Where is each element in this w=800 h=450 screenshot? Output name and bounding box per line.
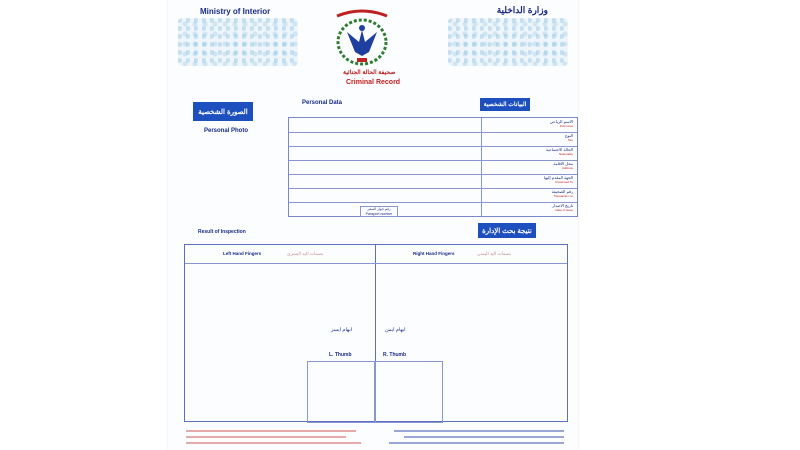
- row-label-ar: الجهة المقدم إليها: [544, 175, 573, 180]
- row-label-nationality: [485, 147, 573, 156]
- left-thumb-print-box: [307, 361, 375, 423]
- row-label-ar: رقم الصحيفة: [551, 189, 573, 194]
- form-title-ar: صحيفة الحالة الجنائية: [343, 70, 396, 76]
- fingerprints-box: [184, 244, 568, 422]
- footer-note-line-ar: [394, 430, 564, 432]
- left-hand-label-en: Left Hand Fingers: [223, 251, 262, 256]
- security-pattern-right: [448, 18, 568, 66]
- left-thumb-label-en: L. Thumb: [329, 352, 352, 358]
- form-title-en: Criminal Record: [346, 79, 401, 86]
- row-label-address: [485, 161, 573, 170]
- passport-label-ar: رقم جواز السفر: [367, 207, 391, 211]
- personal-data-grid: [288, 117, 578, 217]
- fingerprints-header-line: [185, 263, 567, 264]
- row-label-sex: [485, 133, 573, 142]
- left-hand-label-ar: بصمات اليد اليسرى: [287, 251, 324, 256]
- footer-note-line-en: [186, 436, 346, 438]
- right-thumb-print-box: [375, 361, 443, 423]
- right-thumb-label-ar: ابهام ايمن: [385, 327, 406, 333]
- row-label-ar: الحالة الاجتماعية: [546, 147, 573, 152]
- security-pattern-left: [178, 18, 298, 66]
- personal-photo-label-en: Personal Photo: [204, 128, 249, 134]
- row-label-en: Full name: [559, 124, 573, 128]
- right-hand-label-ar: بصمات اليد اليمنى: [477, 251, 511, 256]
- row-label-ar: الاسم الرباعي: [549, 119, 573, 124]
- row-label-en: Transaction no: [553, 194, 573, 198]
- footer-note-line-en: [186, 430, 356, 432]
- right-thumb-label-en: R. Thumb: [383, 352, 407, 358]
- passport-label-en: Passport number: [365, 212, 393, 216]
- criminal-record-form: [168, 0, 578, 450]
- ministry-eagle-emblem-icon: [323, 8, 401, 68]
- ministry-title-ar: وزارة الداخلية: [496, 5, 548, 15]
- footer-note-line-ar: [389, 442, 564, 444]
- row-label-en: Nationality: [558, 152, 573, 156]
- personal-data-label-ar: البيانات الشخصية: [480, 98, 530, 111]
- right-hand-label-en: Right Hand Fingers: [413, 251, 455, 256]
- personal-data-label-en: Personal Data: [302, 100, 343, 106]
- row-label-full-name: [485, 119, 573, 128]
- row-label-ar: النوع: [565, 133, 573, 138]
- row-label-en: Date of issue: [555, 208, 573, 212]
- row-label-ar: تاريخ الاصدار: [551, 203, 573, 208]
- result-of-inspection-label-en: Result of Inspection: [198, 229, 246, 235]
- personal-photo-label-ar: الصورة الشخصية: [193, 102, 253, 121]
- row-label-presented-to: [485, 175, 573, 184]
- footer-note-line-en: [186, 442, 361, 444]
- ministry-title-en: Ministry of Interior: [200, 7, 271, 16]
- row-label-transaction-no: [485, 189, 573, 198]
- row-label-date-of-issue: [485, 203, 573, 212]
- row-label-en: Sex: [567, 138, 573, 142]
- row-label-en: Presented To: [555, 180, 573, 184]
- passport-number-box: [360, 206, 398, 217]
- row-label-ar: محل الاقامة: [553, 161, 573, 166]
- footer-note-line-ar: [404, 436, 564, 438]
- row-label-en: Address: [561, 166, 573, 170]
- left-thumb-label-ar: ابهام ايسر: [331, 327, 353, 333]
- result-of-inspection-label-ar: نتيجة بحث الإدارة: [478, 223, 536, 238]
